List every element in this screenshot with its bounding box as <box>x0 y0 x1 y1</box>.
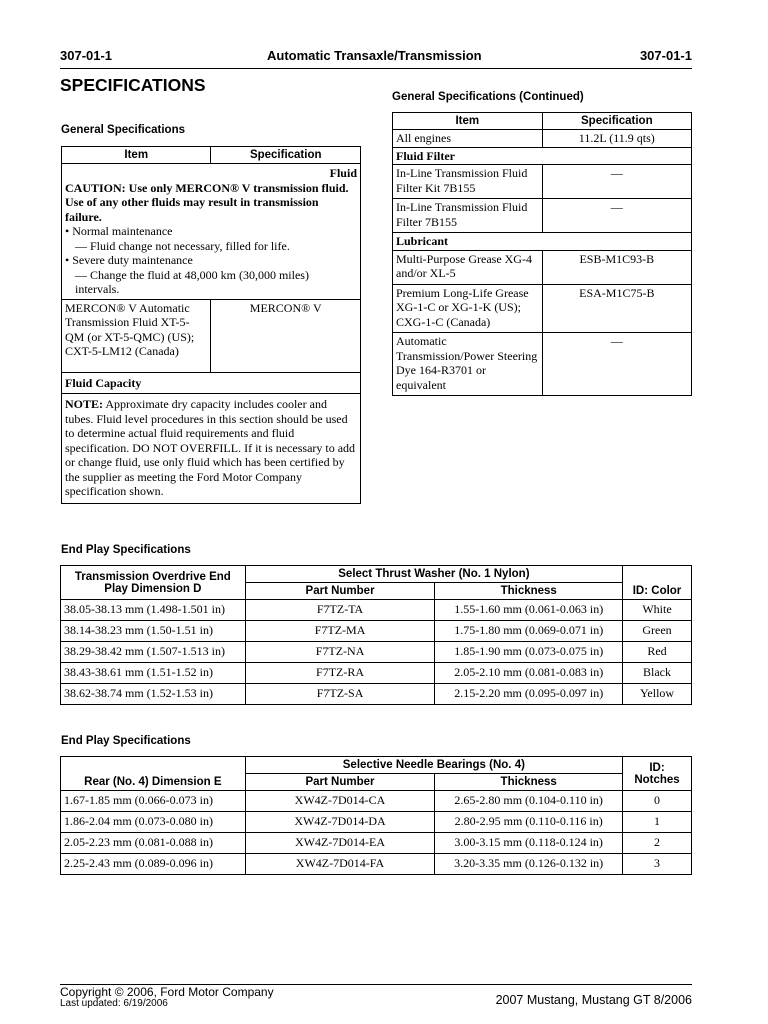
id-cell: 1 <box>623 812 692 833</box>
part-number-cell: F7TZ-SA <box>245 684 435 705</box>
col-thickness: Thickness <box>435 583 623 600</box>
col-id-notches: ID: Notches <box>623 757 692 791</box>
table-row <box>61 684 692 705</box>
thickness-cell: 1.75-1.80 mm (0.069-0.071 in) <box>435 621 623 642</box>
filter-item: In-Line Transmission Fluid Filter 7B155 <box>393 199 543 233</box>
part-number-cell: XW4Z-7D014-DA <box>245 812 435 833</box>
dimension-cell: 38.62-38.74 mm (1.52-1.53 in) <box>61 684 246 705</box>
note-text: Approximate dry capacity includes cooler and tubes. Fluid level procedures in this section should be used to determine actual fluid requirements and fluid specification. DO NOT OVERFILL. If it is necessary to add or change fluid, use only fluid which has been certified by the supplier as meeting the Ford Motor Company specification shown. <box>65 397 356 498</box>
endplay1-table <box>60 565 692 705</box>
header-right-code: 307-01-1 <box>639 48 692 63</box>
lubricant-label: Lubricant <box>393 233 692 251</box>
dye-item: Automatic Transmission/Power Steering Dye 164-R3701 or equivalent <box>393 333 543 396</box>
endplay2-heading: End Play Specifications <box>61 735 191 747</box>
dimension-cell: 1.86-2.04 mm (0.073-0.080 in) <box>61 812 246 833</box>
col-spec-header: Specification <box>211 147 361 164</box>
endplay1-heading: End Play Specifications <box>61 544 191 556</box>
bullet-severe-sub: — Change the fluid at 48,000 km (30,000 miles) intervals. <box>75 267 309 296</box>
col-item-header: Item <box>62 147 211 164</box>
footer-vehicle: 2007 Mustang, Mustang GT 8/2006 <box>495 993 692 1007</box>
col-part-number: Part Number <box>245 583 435 600</box>
header-title: Automatic Transaxle/Transmission <box>267 48 482 63</box>
part-number-cell: F7TZ-RA <box>245 663 435 684</box>
col-part-number: Part Number <box>245 774 435 791</box>
table-row <box>61 600 692 621</box>
bullet-severe: • Severe duty maintenance <box>65 253 193 267</box>
dimension-cell: 2.25-2.43 mm (0.089-0.096 in) <box>61 854 246 875</box>
col-dimension-e: Rear (No. 4) Dimension E <box>61 757 246 791</box>
table-row <box>61 833 692 854</box>
part-number-cell: F7TZ-TA <box>245 600 435 621</box>
endplay2-table <box>60 756 692 875</box>
part-number-cell: XW4Z-7D014-CA <box>245 791 435 812</box>
table-row <box>61 854 692 875</box>
filter-spec: — <box>542 199 691 233</box>
id-cell: Yellow <box>623 684 692 705</box>
bullet-normal: • Normal maintenance <box>65 224 173 238</box>
col-spec-header: Specification <box>542 113 691 130</box>
part-number-cell: XW4Z-7D014-EA <box>245 833 435 854</box>
general-spec-heading: General Specifications <box>61 124 185 136</box>
fluid-capacity-note <box>62 394 361 504</box>
fluid-capacity-label: Fluid Capacity <box>62 372 361 394</box>
thickness-cell: 2.80-2.95 mm (0.110-0.116 in) <box>435 812 623 833</box>
filter-kit-item: In-Line Transmission Fluid Filter Kit 7B155 <box>393 165 543 199</box>
grease2-item: Premium Long-Life Grease XG-1-C or XG-1-K (US); CXG-1-C (Canada) <box>393 284 543 333</box>
footer-updated: Last updated: 6/19/2006 <box>60 998 168 1009</box>
page-title: SPECIFICATIONS <box>60 75 206 95</box>
thickness-cell: 3.20-3.35 mm (0.126-0.132 in) <box>435 854 623 875</box>
dimension-cell: 2.05-2.23 mm (0.081-0.088 in) <box>61 833 246 854</box>
header-left-code: 307-01-1 <box>60 48 113 63</box>
id-cell: Red <box>623 642 692 663</box>
bullet-normal-sub: — Fluid change not necessary, filled for life. <box>75 238 290 253</box>
id-cell: 2 <box>623 833 692 854</box>
table-row <box>61 621 692 642</box>
header-rule <box>60 68 692 69</box>
grease1-item: Multi-Purpose Grease XG-4 and/or XL-5 <box>393 250 543 284</box>
fluid-section <box>62 164 361 300</box>
part-number-cell: F7TZ-NA <box>245 642 435 663</box>
part-number-cell: F7TZ-MA <box>245 621 435 642</box>
grease1-spec: ESB-M1C93-B <box>542 250 691 284</box>
fluid-filter-label: Fluid Filter <box>393 147 692 165</box>
table-row <box>61 791 692 812</box>
thickness-cell: 1.85-1.90 mm (0.073-0.075 in) <box>435 642 623 663</box>
col-thickness: Thickness <box>435 774 623 791</box>
thickness-cell: 1.55-1.60 mm (0.061-0.063 in) <box>435 600 623 621</box>
grease2-spec: ESA-M1C75-B <box>542 284 691 333</box>
table-row <box>61 663 692 684</box>
id-cell: 0 <box>623 791 692 812</box>
part-number-cell: XW4Z-7D014-FA <box>245 854 435 875</box>
id-cell: Black <box>623 663 692 684</box>
id-cell: Green <box>623 621 692 642</box>
fluid-label: Fluid <box>329 166 357 180</box>
filter-kit-spec: — <box>542 165 691 199</box>
thickness-cell: 2.05-2.10 mm (0.081-0.083 in) <box>435 663 623 684</box>
col-dimension-d: Transmission Overdrive End Play Dimension D <box>61 566 246 600</box>
footer-copyright: Copyright © 2006, Ford Motor Company <box>60 985 274 999</box>
general-spec-continued-heading: General Specifications (Continued) <box>392 91 584 103</box>
mercon-spec: MERCON® V <box>211 299 361 372</box>
note-label: NOTE: <box>65 397 104 411</box>
caution-text: CAUTION: Use only MERCON® V transmission fluid. Use of any other fluids may result in transmission failure. <box>65 180 349 224</box>
dimension-cell: 38.05-38.13 mm (1.498-1.501 in) <box>61 600 246 621</box>
general-spec-table <box>61 146 361 504</box>
thickness-cell: 2.15-2.20 mm (0.095-0.097 in) <box>435 684 623 705</box>
thickness-cell: 2.65-2.80 mm (0.104-0.110 in) <box>435 791 623 812</box>
dimension-cell: 38.14-38.23 mm (1.50-1.51 in) <box>61 621 246 642</box>
table-row <box>61 812 692 833</box>
mercon-item: MERCON® V Automatic Transmission Fluid XT-5-QM (or XT-5-QMC) (US); CXT-5-LM12 (Canada) <box>62 299 211 372</box>
all-engines-spec: 11.2L (11.9 qts) <box>542 130 691 148</box>
dimension-cell: 1.67-1.85 mm (0.066-0.073 in) <box>61 791 246 812</box>
id-cell: 3 <box>623 854 692 875</box>
dimension-cell: 38.29-38.42 mm (1.507-1.513 in) <box>61 642 246 663</box>
dimension-cell: 38.43-38.61 mm (1.51-1.52 in) <box>61 663 246 684</box>
col-item-header: Item <box>393 113 543 130</box>
col-needle-bearings-group: Selective Needle Bearings (No. 4) <box>245 757 622 774</box>
all-engines: All engines <box>393 130 543 148</box>
thickness-cell: 3.00-3.15 mm (0.118-0.124 in) <box>435 833 623 854</box>
col-id-color: ID: Color <box>623 566 692 600</box>
dye-spec: — <box>542 333 691 396</box>
table-row <box>61 642 692 663</box>
general-spec-continued-table <box>392 112 692 396</box>
col-thrust-washer-group: Select Thrust Washer (No. 1 Nylon) <box>245 566 622 583</box>
id-cell: White <box>623 600 692 621</box>
